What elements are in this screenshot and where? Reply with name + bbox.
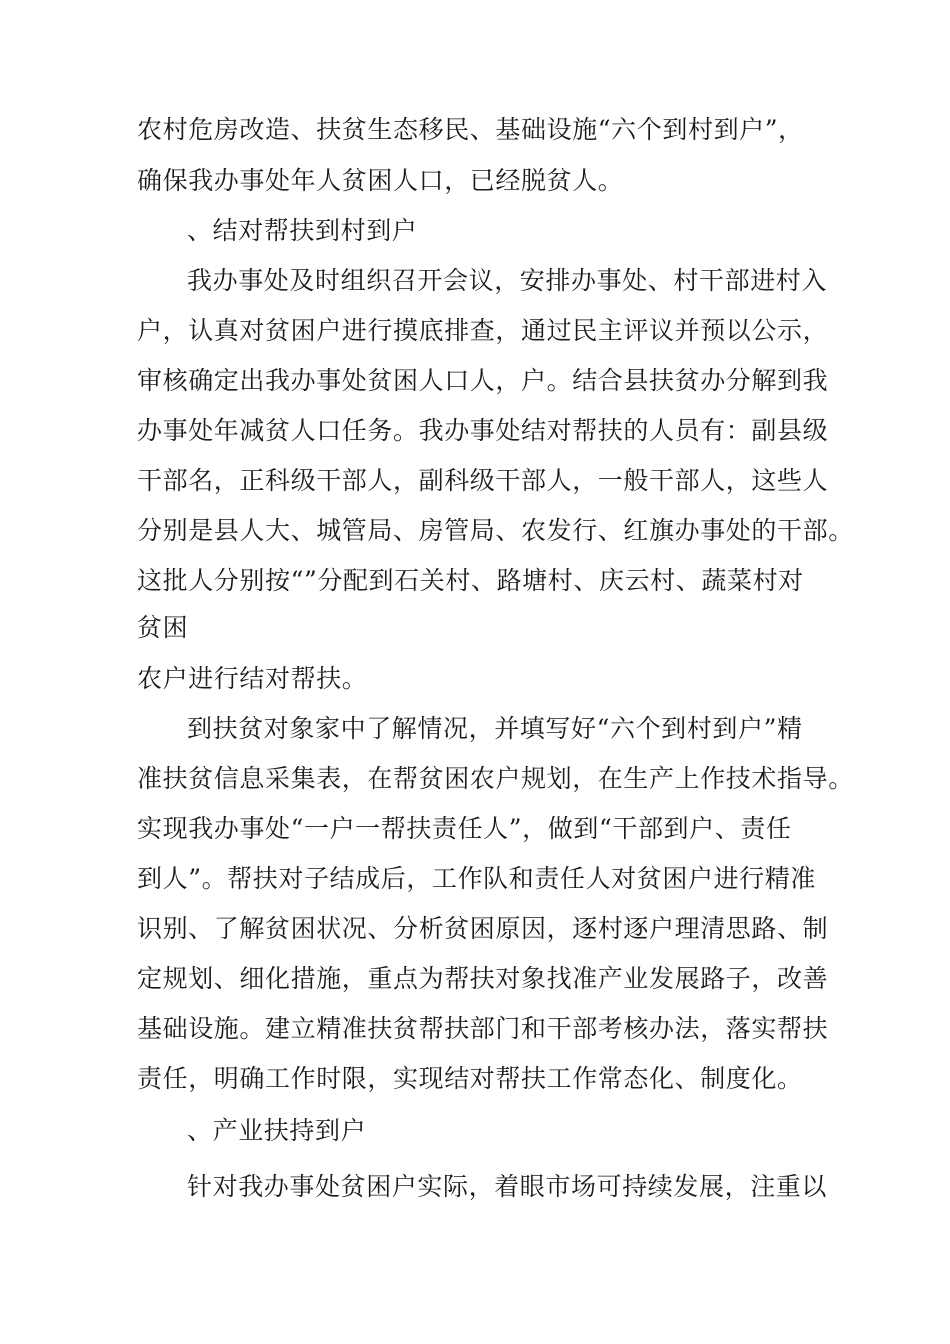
text-line: 到扶贫对象家中了解情况，并填写好“六个到村到户”精 [187,714,803,743]
text-line: 准扶贫信息采集表，在帮贫困农户规划，在生产上作技术指导。 [137,764,854,793]
text-line: 实现我办事处“一户一帮扶责任人”，做到“干部到户、责任 [137,814,792,843]
text-line: 责任，明确工作时限，实现结对帮扶工作常态化、制度化。 [137,1064,803,1093]
text-line: 分别是县人大、城管局、房管局、农发行、红旗办事处的干部。 [137,516,854,545]
text-line: 我办事处及时组织召开会议，安排办事处、村干部进村入 [187,266,828,295]
text-line: 审核确定出我办事处贫困人口人，户。结合县扶贫办分解到我 [137,366,829,395]
text-line: 农村危房改造、扶贫生态移民、基础设施“六个到村到户”， [137,115,804,144]
text-line: 确保我办事处年人贫困人口，已经脱贫人。 [137,166,624,195]
text-line: 办事处年减贫人口任务。我办事处结对帮扶的人员有：副县级 [137,416,829,445]
text-line: 户，认真对贫困户进行摸底排查，通过民主评议并预以公示， [137,316,829,345]
text-line: 贫困 [137,613,189,642]
text-line: 针对我办事处贫困户实际，着眼市场可持续发展，注重以 [187,1172,828,1201]
text-line: 到人”。帮扶对子结成后，工作队和责任人对贫困户进行精准 [137,864,816,893]
text-line: 识别、了解贫困状况、分析贫困原因，逐村逐户理清思路、制 [137,914,829,943]
text-line: 这批人分别按“”分配到石关村、路塘村、庆云村、蔬菜村对 [137,566,804,595]
text-line: 定规划、细化措施，重点为帮扶对象找准产业发展路子，改善 [137,964,829,993]
text-line: 农户进行结对帮扶。 [137,664,368,693]
text-line: 干部名，正科级干部人，副科级干部人，一般干部人，这些人 [137,466,829,495]
text-line: 基础设施。建立精准扶贫帮扶部门和干部考核办法，落实帮扶 [137,1014,829,1043]
section-heading: 、产业扶持到户 [187,1116,367,1145]
section-heading: 、结对帮扶到村到户 [187,216,418,245]
